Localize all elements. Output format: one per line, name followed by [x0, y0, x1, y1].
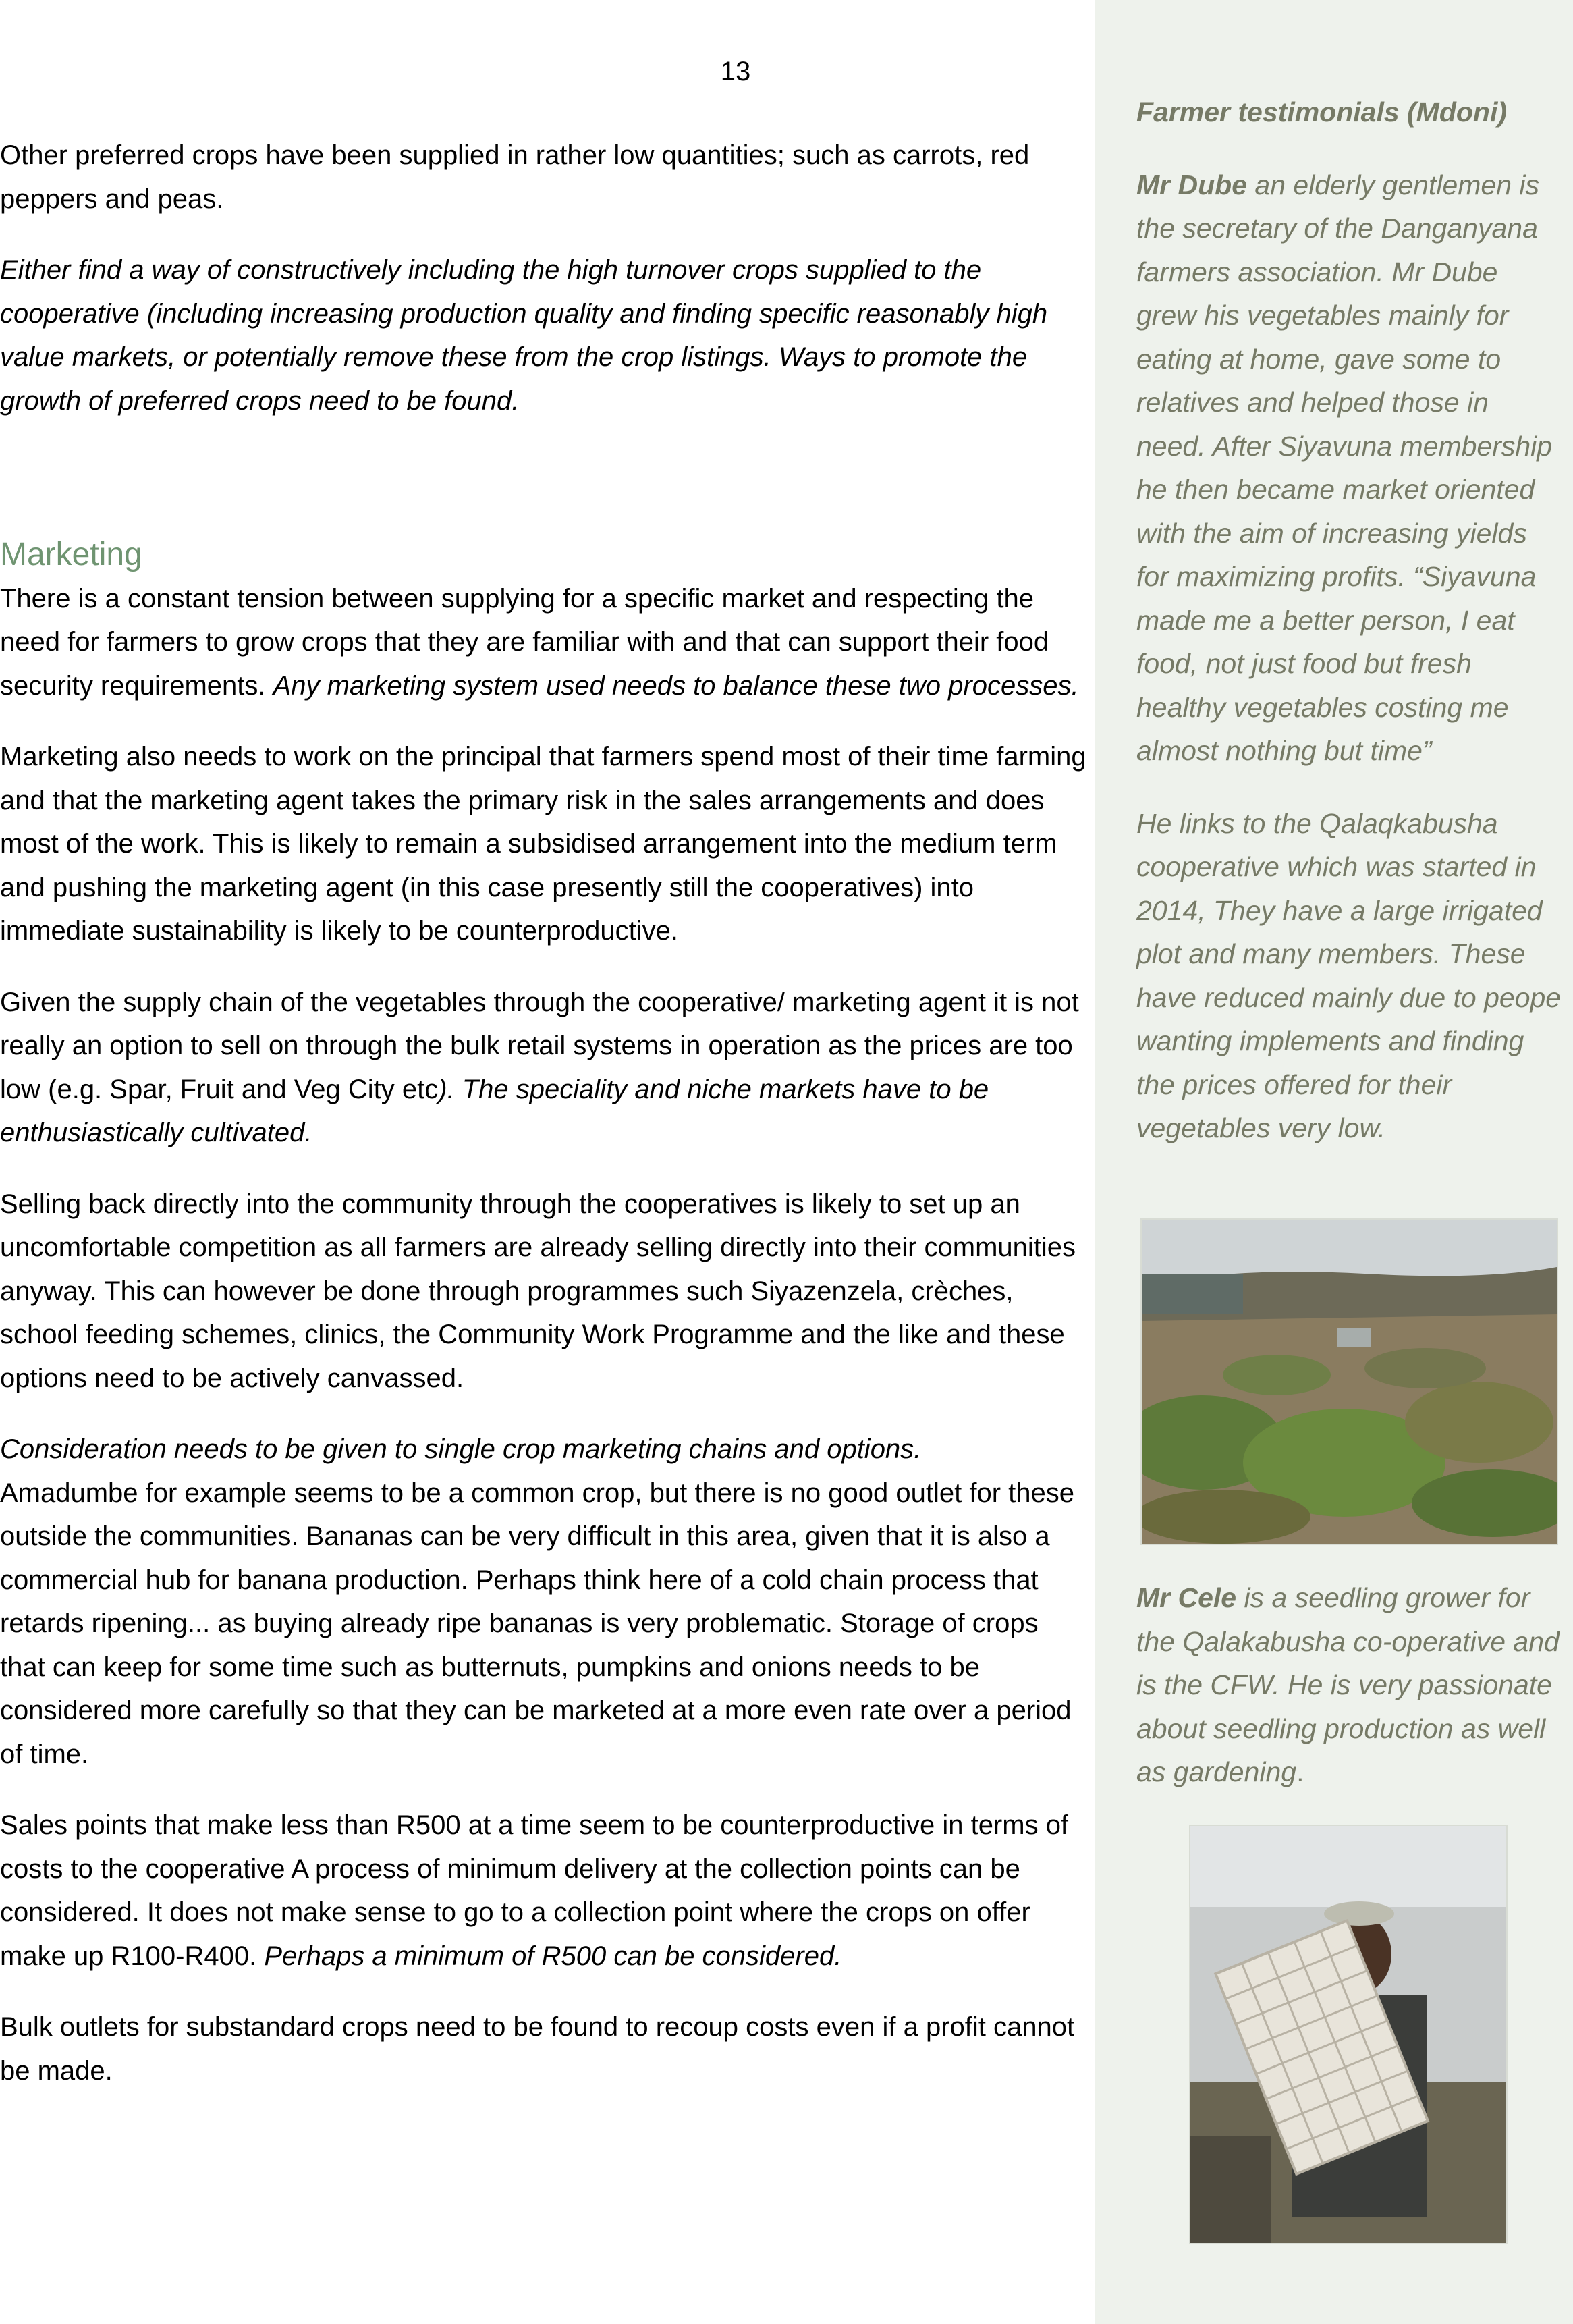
market-tension-text: There is a constant tension between supplying for a specific market and respecting the need for farmers to grow crops that they are familiar with and that can support their food security requirements. — [0, 583, 1049, 701]
garden-plot-photo — [1140, 1218, 1558, 1545]
paragraph-community-selling: Selling back directly into the community through the cooperatives is likely to set up an uncomfortable competition as all farmers are already selling directly into their communities anyway. This can however be done through programmes such Siyazenzela, crèches, school feeding schemes, clinics, the Community Work Programme and the like and these options need to be actively canvassed. — [0, 1189, 1076, 1393]
sidebar-testimonials — [1136, 90, 1562, 1150]
paragraph-bulk-outlets: Bulk outlets for substandard crops need to be found to recoup costs even if a profit cannot be made. — [0, 2012, 1075, 2086]
testimonial-qalaqkabusha: He links to the Qalaqkabusha cooperative which was started in 2014, They have a large irrigated plot and many members. These have reduced mainly due to peope wanting implements and finding the prices offered for their vegetables very low. — [1136, 807, 1562, 1143]
testimonial-cele-paragraph — [1136, 1576, 1562, 1794]
paragraph-single-crop — [0, 1428, 1086, 1776]
paragraph-preferred-crops: Other preferred crops have been supplied in rather low quantities; such as carrots, red peppers and peas. — [0, 140, 1030, 214]
paragraph-marketing-agent: Marketing also needs to work on the principal that farmers spend most of their time farming and that the marketing agent takes the primary risk in the sales arrangements and does most of the work. This is likely to remain a subsidised arrangement into the medium term and pushing the marketing agent (in this case presently still the cooperatives) into immediate sustainability is likely to be counterproductive. — [0, 742, 1086, 946]
testimonial-dube — [1136, 163, 1562, 773]
seedling-grower-photo — [1189, 1825, 1508, 2244]
paragraph-market-tension — [0, 577, 1086, 708]
main-column — [0, 134, 1086, 2092]
single-crop-italic: Consideration needs to be given to single crop marketing chains and options. — [0, 1434, 922, 1464]
single-crop-text: Amadumbe for example seems to be a common crop, but there is no good outlet for these outside the communities. Bananas can be very difficult in this area, given that it is also a commercial hub for banana production. Perhaps think here of a cold chain process that retards ripening... as buying already ripe bananas is very problematic. Storage of crops that can keep for some time such as butternuts, pumpkins and onions needs to be considered more carefully so that they can be marketed at a more even rate over a period of time. — [0, 1478, 1074, 1769]
market-tension-italic: Any marketing system used needs to balance these two processes. — [273, 670, 1079, 701]
supply-chain-text: Given the supply chain of the vegetables through the cooperative/ marketing agent it is not really an option to sell on through the bulk retail systems in operation as the prices are too low (e.g. Spar, Fruit and Veg City etc — [0, 987, 1079, 1104]
testimonial-dube-name: Mr Dube — [1136, 169, 1247, 200]
page-number: 13 — [720, 57, 751, 86]
testimonial-cele-period: . — [1296, 1756, 1304, 1787]
sales-points-text: Sales points that make less than R500 at a time seem to be counterproductive in terms of costs to the cooperative A process of minimum delivery at the collection points can be considered. It does not make sense to go to a collection point where the crops on offer make up R100-R400. — [0, 1810, 1069, 1971]
section-heading-marketing: Marketing — [0, 537, 142, 572]
sales-points-italic: Perhaps a minimum of R500 can be considered. — [264, 1941, 842, 1971]
supply-chain-italic: ). The speciality and niche markets have to be enthusiastically cultivated. — [0, 1074, 989, 1147]
paragraph-high-turnover-crops: Either find a way of constructively including the high turnover crops supplied to the cooperative (including increasing production quality and finding specific reasonably high value markets, or potentially remove these from the crop listings. Ways to promote the growth of preferred crops need to be found. — [0, 255, 1048, 416]
testimonial-cele-text: is a seedling grower for the Qalakabusha co-operative and is the CFW. He is very passionate about seedling production as well as gardening — [1136, 1582, 1560, 1787]
paragraph-sales-points — [0, 1804, 1086, 1978]
testimonial-cele — [1136, 1576, 1562, 1794]
testimonial-dube-text: an elderly gentlemen is the secretary of the Danganyana farmers association. Mr Dube grew his vegetables mainly for eating at home, gave some to relatives and helped those in need. After Siyavuna membership he then became market oriented with the aim of increasing yields for maximizing profits. “Siyavuna made me a better person, I eat food, not just food but fresh healthy vegetables costing me almost nothing but time” — [1136, 169, 1553, 766]
paragraph-supply-chain — [0, 981, 1086, 1155]
sidebar-heading: Farmer testimonials (Mdoni) — [1136, 97, 1508, 128]
testimonial-cele-name: Mr Cele — [1136, 1582, 1237, 1613]
